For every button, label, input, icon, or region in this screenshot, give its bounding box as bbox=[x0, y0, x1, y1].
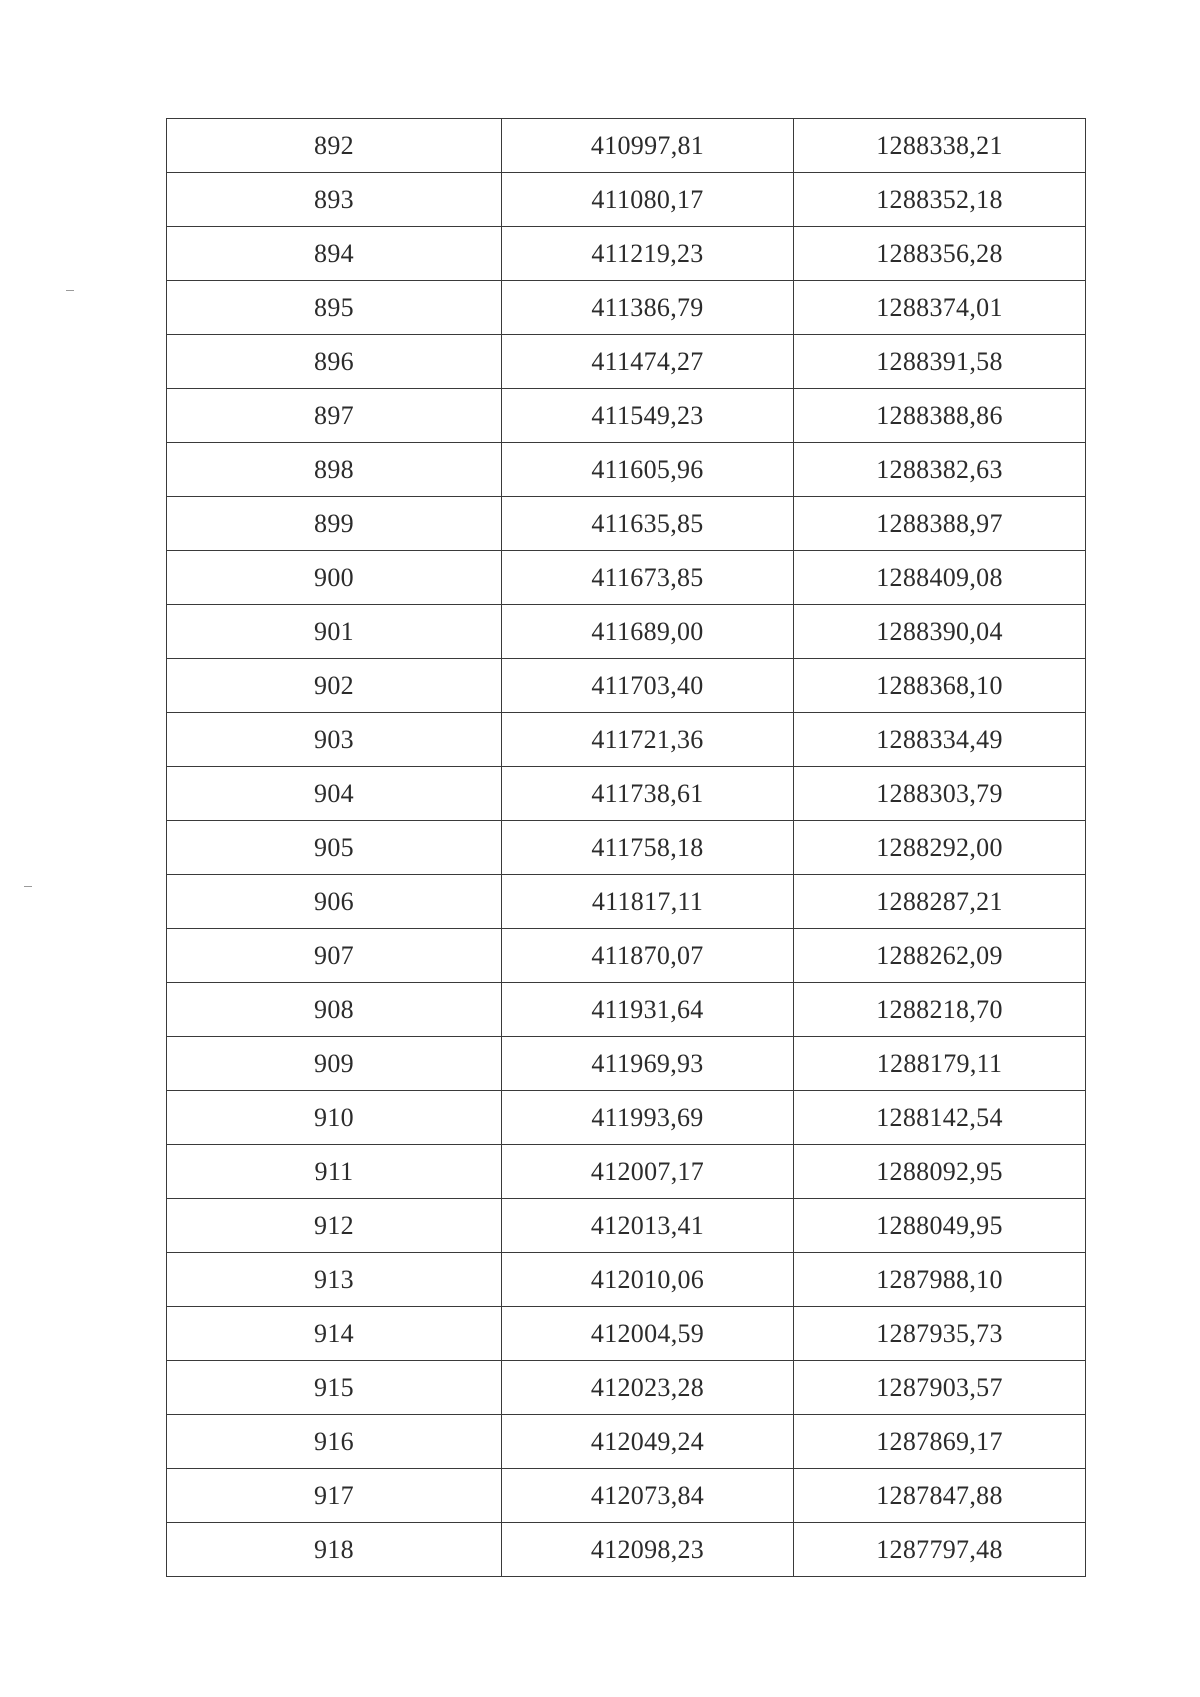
point-number-cell: 907 bbox=[167, 929, 502, 983]
y-coordinate-cell: 1287869,17 bbox=[794, 1415, 1086, 1469]
point-number-cell: 909 bbox=[167, 1037, 502, 1091]
point-number-cell: 913 bbox=[167, 1253, 502, 1307]
y-coordinate-cell: 1288388,86 bbox=[794, 389, 1086, 443]
point-number-cell: 916 bbox=[167, 1415, 502, 1469]
y-coordinate-cell: 1288391,58 bbox=[794, 335, 1086, 389]
table-row bbox=[167, 767, 1086, 821]
table-row bbox=[167, 605, 1086, 659]
y-coordinate-cell: 1288382,63 bbox=[794, 443, 1086, 497]
y-coordinate-cell: 1288388,97 bbox=[794, 497, 1086, 551]
y-coordinate-cell: 1287903,57 bbox=[794, 1361, 1086, 1415]
point-number-cell: 906 bbox=[167, 875, 502, 929]
point-number-cell: 905 bbox=[167, 821, 502, 875]
point-number-cell: 900 bbox=[167, 551, 502, 605]
point-number-cell: 918 bbox=[167, 1523, 502, 1577]
y-coordinate-cell: 1288092,95 bbox=[794, 1145, 1086, 1199]
table-row bbox=[167, 1091, 1086, 1145]
point-number-cell: 912 bbox=[167, 1199, 502, 1253]
table-row bbox=[167, 227, 1086, 281]
x-coordinate-cell: 411993,69 bbox=[502, 1091, 794, 1145]
table-row bbox=[167, 1361, 1086, 1415]
point-number-cell: 895 bbox=[167, 281, 502, 335]
table-row bbox=[167, 1469, 1086, 1523]
table-row bbox=[167, 281, 1086, 335]
table-row bbox=[167, 1307, 1086, 1361]
table-row bbox=[167, 1523, 1086, 1577]
table-row bbox=[167, 713, 1086, 767]
x-coordinate-cell: 411474,27 bbox=[502, 335, 794, 389]
point-number-cell: 911 bbox=[167, 1145, 502, 1199]
x-coordinate-cell: 411635,85 bbox=[502, 497, 794, 551]
margin-mark-top bbox=[66, 290, 74, 291]
y-coordinate-cell: 1288390,04 bbox=[794, 605, 1086, 659]
y-coordinate-cell: 1288262,09 bbox=[794, 929, 1086, 983]
point-number-cell: 917 bbox=[167, 1469, 502, 1523]
y-coordinate-cell: 1288409,08 bbox=[794, 551, 1086, 605]
table-row bbox=[167, 1415, 1086, 1469]
x-coordinate-cell: 411080,17 bbox=[502, 173, 794, 227]
table-row bbox=[167, 929, 1086, 983]
x-coordinate-cell: 410997,81 bbox=[502, 119, 794, 173]
table-row bbox=[167, 443, 1086, 497]
table-row bbox=[167, 1145, 1086, 1199]
y-coordinate-cell: 1288218,70 bbox=[794, 983, 1086, 1037]
y-coordinate-cell: 1288368,10 bbox=[794, 659, 1086, 713]
x-coordinate-cell: 411721,36 bbox=[502, 713, 794, 767]
table-row bbox=[167, 497, 1086, 551]
x-coordinate-cell: 411605,96 bbox=[502, 443, 794, 497]
y-coordinate-cell: 1287988,10 bbox=[794, 1253, 1086, 1307]
x-coordinate-cell: 411738,61 bbox=[502, 767, 794, 821]
point-number-cell: 915 bbox=[167, 1361, 502, 1415]
point-number-cell: 898 bbox=[167, 443, 502, 497]
x-coordinate-cell: 411817,11 bbox=[502, 875, 794, 929]
table-row bbox=[167, 335, 1086, 389]
y-coordinate-cell: 1288292,00 bbox=[794, 821, 1086, 875]
table-row bbox=[167, 1199, 1086, 1253]
x-coordinate-cell: 411969,93 bbox=[502, 1037, 794, 1091]
y-coordinate-cell: 1288049,95 bbox=[794, 1199, 1086, 1253]
y-coordinate-cell: 1287935,73 bbox=[794, 1307, 1086, 1361]
point-number-cell: 901 bbox=[167, 605, 502, 659]
x-coordinate-cell: 411549,23 bbox=[502, 389, 794, 443]
table-row bbox=[167, 1253, 1086, 1307]
point-number-cell: 896 bbox=[167, 335, 502, 389]
x-coordinate-cell: 412073,84 bbox=[502, 1469, 794, 1523]
x-coordinate-cell: 412004,59 bbox=[502, 1307, 794, 1361]
x-coordinate-cell: 412049,24 bbox=[502, 1415, 794, 1469]
x-coordinate-cell: 411689,00 bbox=[502, 605, 794, 659]
y-coordinate-cell: 1288303,79 bbox=[794, 767, 1086, 821]
table-row bbox=[167, 389, 1086, 443]
x-coordinate-cell: 411386,79 bbox=[502, 281, 794, 335]
point-number-cell: 914 bbox=[167, 1307, 502, 1361]
x-coordinate-cell: 412023,28 bbox=[502, 1361, 794, 1415]
table-row bbox=[167, 821, 1086, 875]
coordinates-table-body bbox=[167, 119, 1086, 1577]
x-coordinate-cell: 411931,64 bbox=[502, 983, 794, 1037]
x-coordinate-cell: 411703,40 bbox=[502, 659, 794, 713]
y-coordinate-cell: 1288287,21 bbox=[794, 875, 1086, 929]
point-number-cell: 894 bbox=[167, 227, 502, 281]
y-coordinate-cell: 1288356,28 bbox=[794, 227, 1086, 281]
x-coordinate-cell: 411219,23 bbox=[502, 227, 794, 281]
point-number-cell: 892 bbox=[167, 119, 502, 173]
y-coordinate-cell: 1288338,21 bbox=[794, 119, 1086, 173]
x-coordinate-cell: 412010,06 bbox=[502, 1253, 794, 1307]
table-row bbox=[167, 875, 1086, 929]
point-number-cell: 893 bbox=[167, 173, 502, 227]
y-coordinate-cell: 1288374,01 bbox=[794, 281, 1086, 335]
y-coordinate-cell: 1288334,49 bbox=[794, 713, 1086, 767]
x-coordinate-cell: 411870,07 bbox=[502, 929, 794, 983]
x-coordinate-cell: 411758,18 bbox=[502, 821, 794, 875]
x-coordinate-cell: 412007,17 bbox=[502, 1145, 794, 1199]
point-number-cell: 904 bbox=[167, 767, 502, 821]
table-row bbox=[167, 173, 1086, 227]
point-number-cell: 899 bbox=[167, 497, 502, 551]
point-number-cell: 897 bbox=[167, 389, 502, 443]
x-coordinate-cell: 411673,85 bbox=[502, 551, 794, 605]
x-coordinate-cell: 412013,41 bbox=[502, 1199, 794, 1253]
table-row bbox=[167, 983, 1086, 1037]
point-number-cell: 910 bbox=[167, 1091, 502, 1145]
x-coordinate-cell: 412098,23 bbox=[502, 1523, 794, 1577]
coordinates-table bbox=[166, 118, 1086, 1577]
table-row bbox=[167, 659, 1086, 713]
y-coordinate-cell: 1288142,54 bbox=[794, 1091, 1086, 1145]
table-row bbox=[167, 119, 1086, 173]
point-number-cell: 908 bbox=[167, 983, 502, 1037]
y-coordinate-cell: 1287847,88 bbox=[794, 1469, 1086, 1523]
table-row bbox=[167, 551, 1086, 605]
margin-mark-bottom bbox=[24, 886, 32, 887]
y-coordinate-cell: 1287797,48 bbox=[794, 1523, 1086, 1577]
y-coordinate-cell: 1288179,11 bbox=[794, 1037, 1086, 1091]
table-row bbox=[167, 1037, 1086, 1091]
y-coordinate-cell: 1288352,18 bbox=[794, 173, 1086, 227]
point-number-cell: 903 bbox=[167, 713, 502, 767]
point-number-cell: 902 bbox=[167, 659, 502, 713]
